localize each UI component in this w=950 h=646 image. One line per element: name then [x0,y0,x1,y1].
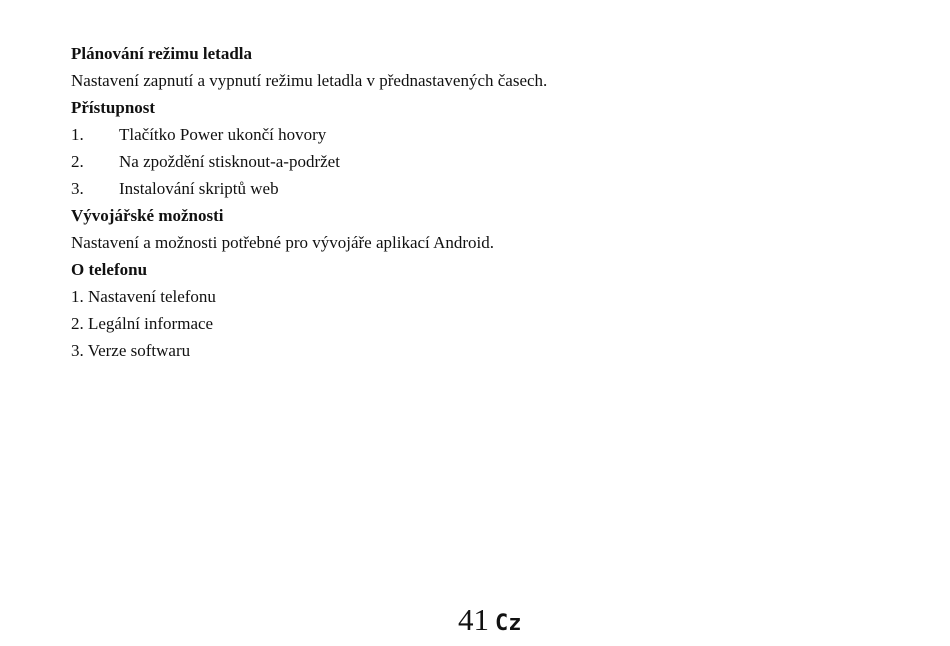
developer-options-heading: Vývojářské možnosti [71,206,224,225]
list-item: 1. Nastavení telefonu [71,287,216,306]
airplane-mode-description: Nastavení zapnutí a vypnutí režimu letadla v přednastavených časech. [71,71,548,90]
list-item-text: Tlačítko Power ukončí hovory [119,125,327,144]
about-phone-heading: O telefonu [71,260,148,279]
accessibility-heading: Přístupnost [71,98,156,117]
airplane-mode-heading: Plánování režimu letadla [71,44,253,63]
document-body [71,40,891,364]
list-item [71,175,891,202]
list-item-number: 3. [71,179,84,198]
list-item [71,121,891,148]
page-number: 41 [458,602,489,637]
page-footer [458,600,522,640]
language-code: Cz [495,611,522,636]
list-item-text: Na zpoždění stisknout-a-podržet [119,152,340,171]
list-item-number: 2. [71,152,84,171]
list-item: 2. Legální informace [71,314,214,333]
list-item-number: 1. [71,125,84,144]
developer-options-description: Nastavení a možnosti potřebné pro vývojáře aplikací Android. [71,233,494,252]
list-item: 3. Verze softwaru [71,341,191,360]
list-item [71,148,891,175]
list-item-text: Instalování skriptů web [119,179,279,198]
